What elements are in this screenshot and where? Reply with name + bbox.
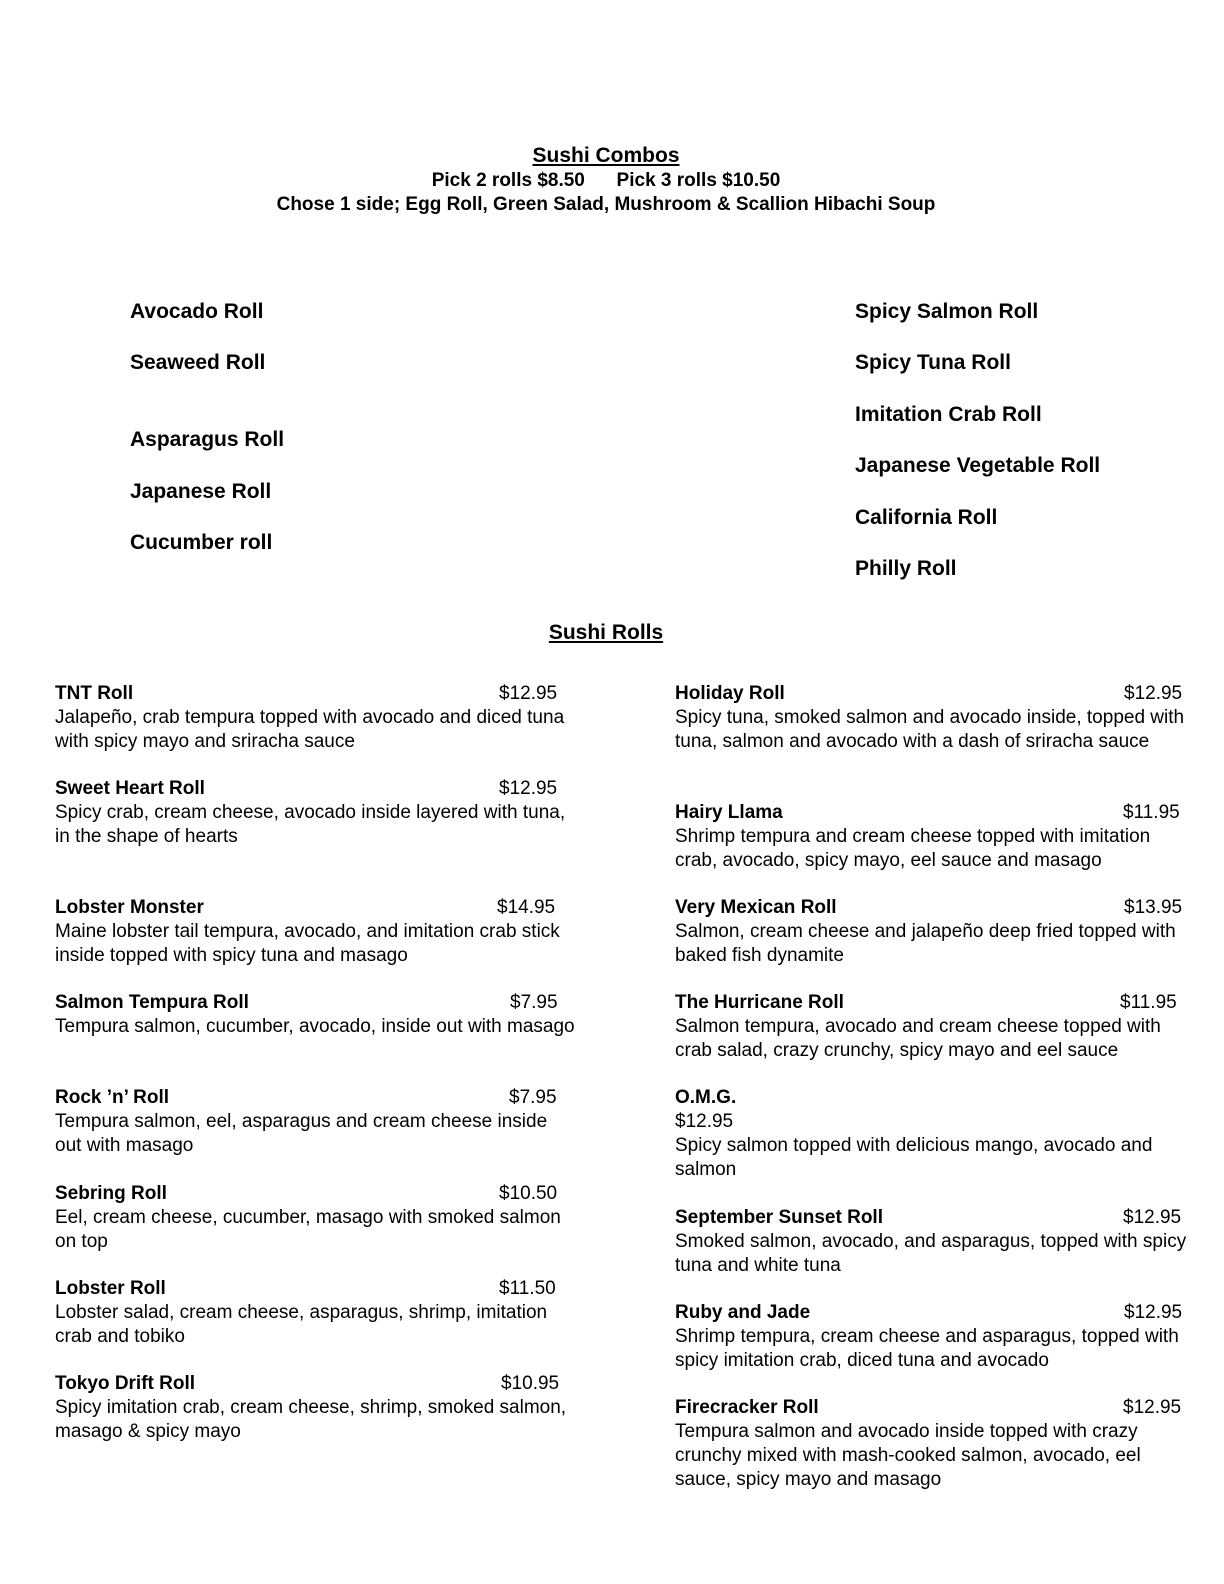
item-name: Firecracker Roll — [675, 1397, 819, 1418]
menu-item — [55, 1182, 575, 1254]
item-price: $12.95 — [1124, 1302, 1183, 1323]
menu-item — [675, 682, 1190, 754]
item-price: $12.95 — [1123, 1397, 1182, 1418]
item-description: Lobster salad, cream cheese, asparagus, shrimp, imitation crab and tobiko — [55, 1302, 548, 1347]
combos-pricing: Pick 2 rolls $8.50 Pick 3 rolls $10.50 — [431, 170, 781, 191]
menu-item — [675, 1206, 1190, 1278]
item-name: Very Mexican Roll — [675, 897, 837, 918]
menu-item — [55, 1086, 575, 1158]
combo-roll-spicy-tuna: Spicy Tuna Roll — [855, 351, 1011, 374]
item-price: $12.95 — [1123, 1207, 1182, 1228]
item-price: $14.95 — [497, 897, 556, 918]
item-description: Tempura salmon, cucumber, avocado, inside out with masago — [55, 1016, 575, 1037]
combo-roll-asparagus: Asparagus Roll — [130, 428, 285, 451]
menu-item — [675, 1086, 1190, 1182]
item-price: $7.95 — [509, 1087, 557, 1108]
combo-roll-japanese-vegetable: Japanese Vegetable Roll — [855, 454, 1101, 477]
item-name: The Hurricane Roll — [675, 992, 844, 1013]
item-price: $11.95 — [1120, 992, 1177, 1013]
combo-roll-california: California Roll — [855, 506, 998, 529]
combo-roll-spicy-salmon: Spicy Salmon Roll — [855, 300, 1039, 323]
item-name: Lobster Roll — [55, 1278, 166, 1299]
item-description: Shrimp tempura, cream cheese and asparagus, topped with spicy imitation crab, diced tuna and avocado — [675, 1326, 1179, 1371]
rolls-title: Sushi Rolls — [548, 621, 664, 644]
item-description: Eel, cream cheese, cucumber, masago with smoked salmon on top — [55, 1207, 561, 1252]
combo-roll-seaweed: Seaweed Roll — [130, 351, 266, 374]
combo-roll-imitation-crab: Imitation Crab Roll — [855, 403, 1042, 426]
item-name: Lobster Monster — [55, 897, 204, 918]
item-name: Sebring Roll — [55, 1183, 167, 1204]
combos-sides: Chose 1 side; Egg Roll, Green Salad, Mushroom & Scallion Hibachi Soup — [276, 194, 936, 215]
menu-item — [675, 896, 1190, 968]
item-description: Spicy salmon topped with delicious mango, avocado and salmon — [675, 1135, 1153, 1180]
combo-roll-avocado: Avocado Roll — [130, 300, 264, 323]
menu-item — [55, 896, 575, 968]
item-price: $7.95 — [510, 992, 558, 1013]
menu-item — [675, 801, 1190, 873]
item-name: Tokyo Drift Roll — [55, 1373, 196, 1394]
menu-item — [675, 1301, 1190, 1373]
item-name: September Sunset Roll — [675, 1207, 883, 1228]
item-name: Holiday Roll — [675, 683, 785, 704]
combo-roll-philly: Philly Roll — [855, 557, 957, 580]
item-description: Salmon, cream cheese and jalapeño deep fried topped with baked fish dynamite — [675, 921, 1176, 966]
menu-item — [55, 1372, 575, 1444]
item-price: $12.95 — [675, 1111, 734, 1132]
combos-title: Sushi Combos — [532, 144, 680, 167]
item-name: Rock ’n’ Roll — [55, 1087, 170, 1108]
item-name: Salmon Tempura Roll — [55, 992, 249, 1013]
item-name: Ruby and Jade — [675, 1302, 811, 1323]
item-description: Jalapeño, crab tempura topped with avocado and diced tuna with spicy mayo and sriracha sauce — [55, 707, 565, 752]
item-description: Spicy crab, cream cheese, avocado inside layered with tuna, in the shape of hearts — [55, 802, 566, 847]
item-price: $10.95 — [501, 1373, 560, 1394]
item-name: TNT Roll — [55, 683, 134, 704]
item-price: $13.95 — [1124, 897, 1183, 918]
menu-item — [675, 1396, 1190, 1492]
item-description: Maine lobster tail tempura, avocado, and imitation crab stick inside topped with spicy tuna and masago — [55, 921, 560, 966]
item-description: Shrimp tempura and cream cheese topped with imitation crab, avocado, spicy mayo, eel sauce and masago — [675, 826, 1151, 871]
menu-item — [55, 991, 575, 1039]
combo-roll-japanese: Japanese Roll — [130, 480, 272, 503]
item-name: O.M.G. — [675, 1087, 737, 1108]
menu-item — [55, 682, 575, 754]
item-description: Smoked salmon, avocado, and asparagus, topped with spicy tuna and white tuna — [675, 1231, 1187, 1276]
item-name: Sweet Heart Roll — [55, 778, 205, 799]
item-price: $12.95 — [1124, 683, 1183, 704]
item-price: $12.95 — [499, 683, 558, 704]
combo-roll-cucumber: Cucumber roll — [130, 531, 273, 554]
item-description: Spicy tuna, smoked salmon and avocado inside, topped with tuna, salmon and avocado with a dash of sriracha sauce — [675, 707, 1185, 752]
item-description: Spicy imitation crab, cream cheese, shrimp, smoked salmon, masago & spicy mayo — [55, 1397, 567, 1442]
item-price: $11.50 — [499, 1278, 556, 1299]
item-description: Tempura salmon, eel, asparagus and cream cheese inside out with masago — [55, 1111, 548, 1156]
item-description: Salmon tempura, avocado and cream cheese topped with crab salad, crazy crunchy, spicy mayo and eel sauce — [675, 1016, 1161, 1061]
item-price: $12.95 — [499, 778, 558, 799]
item-price: $10.50 — [499, 1183, 558, 1204]
menu-item — [675, 991, 1190, 1063]
item-price: $11.95 — [1123, 802, 1180, 823]
item-description: Tempura salmon and avocado inside topped with crazy crunchy mixed with mash-cooked salmon, avocado, eel sauce, spicy mayo and masago — [675, 1421, 1141, 1490]
menu-item — [55, 777, 575, 849]
menu-item — [55, 1277, 575, 1349]
item-name: Hairy Llama — [675, 802, 783, 823]
